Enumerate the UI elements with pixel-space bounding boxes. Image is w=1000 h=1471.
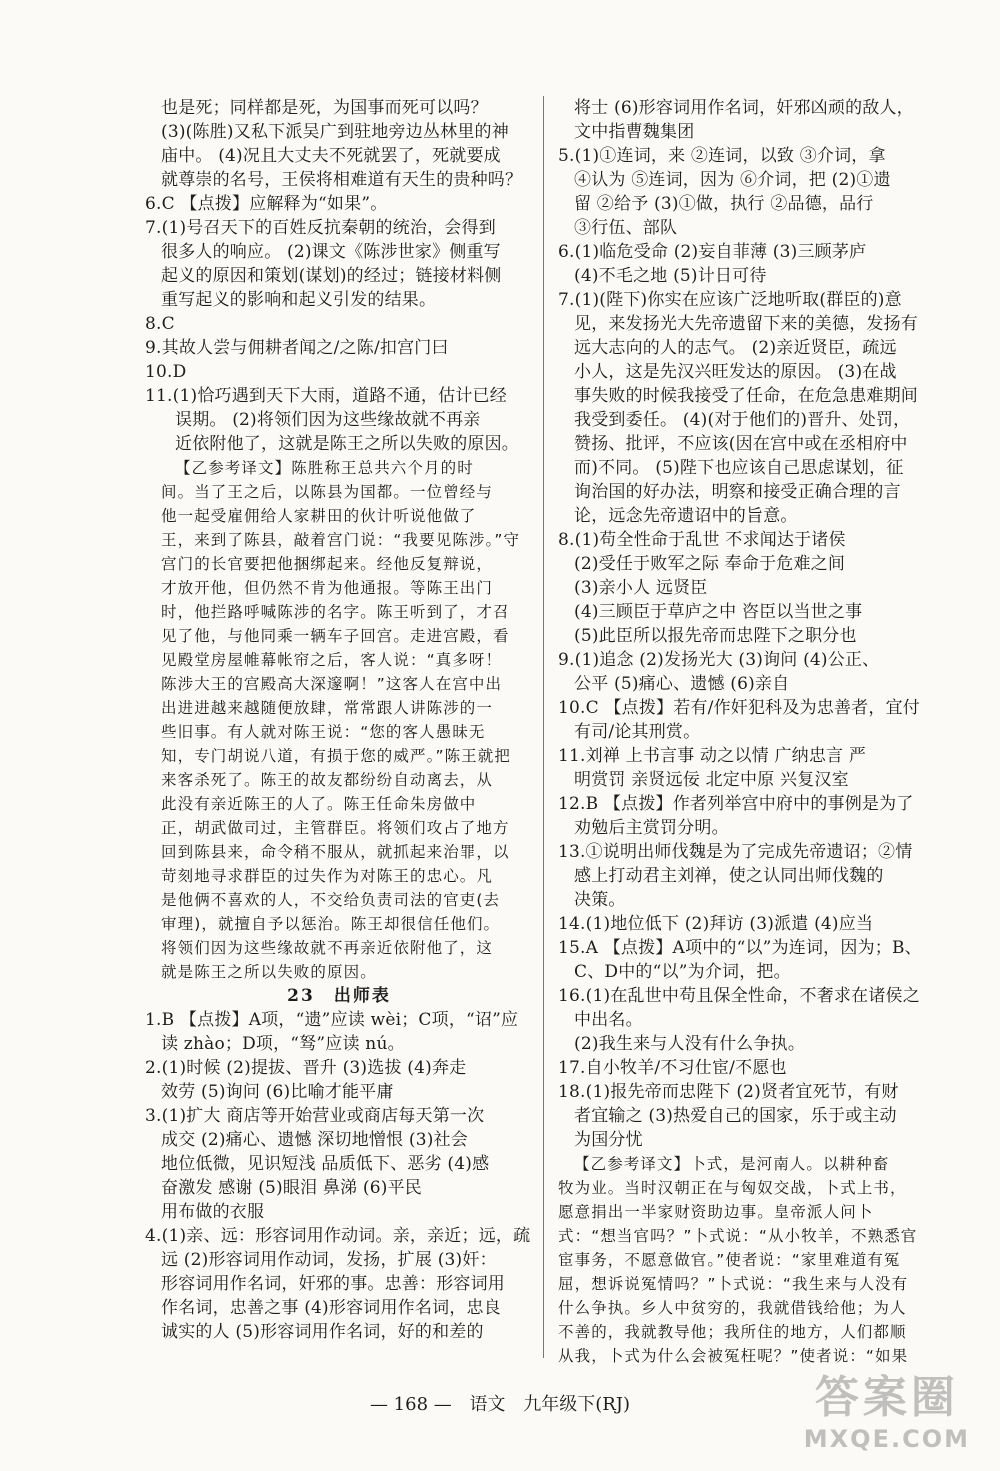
- text-line: 正，胡武做司过，主管群臣。将领们攻占了地方: [161, 819, 510, 837]
- text-line: 宦事务，不愿意做官。”使者说：“家里难道有冤: [558, 1251, 901, 1269]
- text-line: 不善的，我就教导他；我所住的地方，人们都顺: [558, 1323, 907, 1341]
- text-line: 18.(1)报先帝而忠陛下 (2)贤者宜死节，有财: [558, 1082, 899, 1102]
- text-line: 16.(1)在乱世中苟且保全性命，不奢求在诸侯之: [558, 986, 920, 1006]
- text-line: 赞扬、批评，不应该(因在宫中或在丞相府中: [574, 434, 908, 454]
- text-line: 有司/论其刑赏。: [574, 722, 701, 742]
- text-line: (3)亲小人 远贤臣: [574, 578, 708, 598]
- text-line: (2)我生来与人没有什么争执。: [574, 1034, 806, 1054]
- text-line: 近依附他了，这就是陈王之所以失败的原因。: [175, 434, 519, 454]
- text-line: 事失败的时候我接受了任命，在危急患难期间: [574, 386, 918, 406]
- text-line: 出进进越来越随便放肆，常常跟人讲陈涉的一: [161, 699, 494, 717]
- text-line: (4)三顾臣于草庐之中 咨臣以当世之事: [574, 602, 863, 622]
- text-line: 牧为业。当时汉朝正在与匈奴交战，卜式上书，: [558, 1179, 907, 1197]
- right-column: [558, 96, 946, 1368]
- text-line: 宫门的长官要把他捆绑起来。经他反复辩说，: [161, 555, 494, 573]
- text-line: 8.(1)苟全性命于乱世 不求闻达于诸侯: [558, 530, 846, 550]
- text-line: 诚实的人 (5)形容词用作名词，好的和差的: [161, 1322, 484, 1342]
- text-line: 12.B 【点拨】作者列举宫中府中的事例是为了: [558, 794, 914, 814]
- text-line: 决策。: [574, 890, 626, 910]
- text-line: 13.①说明出师伐魏是为了完成先帝遗诏；②情: [558, 842, 913, 862]
- text-line: 询治国的好办法，明察和接受正确合理的言: [574, 482, 901, 502]
- watermark-logo: [804, 1361, 970, 1453]
- text-line: 陈涉大王的宫殿高大深邃啊！”这客人在宫中出: [161, 675, 503, 693]
- text-line: 误期。 (2)将领们因为这些缘故就不再亲: [175, 410, 481, 430]
- text-line: 小人，这是先汉兴旺发达的原因。 (3)在战: [574, 362, 897, 382]
- text-line: 间。当了王之后，以陈县为国都。一位曾经与: [161, 483, 494, 501]
- text-line: 屈，想诉说冤情吗？”卜式说：“我生来与人没有: [558, 1275, 909, 1293]
- text-line: 11.(1)恰巧遇到天下大雨，道路不通，估计已经: [145, 386, 507, 406]
- text-line: 才放开他，但仍然不肯为他通报。等陈王出门: [161, 579, 494, 597]
- text-line: 17.自小牧羊/不习仕宦/不愿也: [558, 1058, 787, 1078]
- text-line: 地位低微，见识短浅 品质低下、恶劣 (4)感: [161, 1154, 490, 1174]
- text-line: 成交 (2)痛心、遗憾 深切地憎恨 (3)社会: [161, 1130, 468, 1150]
- text-line: 1.B 【点拨】A项，“遗”应读 wèi；C项，“诏”应: [145, 1010, 519, 1030]
- text-line: 我受到委任。 (4)(对于他们的)晋升、处罚，: [574, 410, 911, 430]
- text-line: 4.(1)亲、远：形容词用作动词。亲，亲近；远，疏: [145, 1226, 531, 1246]
- text-line: 2.(1)时候 (2)提拔、晋升 (3)选拔 (4)奔走: [145, 1058, 467, 1078]
- text-line: 知，专门胡说八道，有损于您的威严。”陈王就把: [161, 747, 511, 765]
- text-line: 起义的原因和策划(谋划)的经过；链接材料侧: [161, 266, 502, 286]
- text-line: 将领们因为这些缘故就不再亲近依附他了，这: [161, 939, 494, 957]
- text-line: 将士 (6)形容词用作名词，奸邪凶顽的敌人，: [574, 98, 914, 118]
- text-line: 5.(1)①连词，来 ②连词，以致 ③介词，拿: [558, 146, 886, 166]
- text-line: ③行伍、部队: [574, 218, 678, 238]
- text-line: 劝勉后主赏罚分明。: [574, 818, 729, 838]
- text-line: 庙中。 (4)况且大丈夫不死就罢了，死就要成: [161, 146, 501, 166]
- subject-label: 语文: [469, 1394, 506, 1415]
- text-line: 3.(1)扩大 商店等开始营业或商店每天第一次: [145, 1106, 485, 1126]
- text-line: 见了他，与他同乘一辆车子回宫。走进宫殿，看: [161, 627, 510, 645]
- page-number: — 168 —: [369, 1394, 452, 1415]
- column-divider: [543, 96, 544, 1358]
- text-line: 也是死；同样都是死，为国事而死可以吗？: [161, 98, 488, 118]
- text-line: 14.(1)地位低下 (2)拜访 (3)派遣 (4)应当: [558, 914, 874, 934]
- left-column: [145, 96, 533, 1344]
- text-line: (2)受任于败军之际 奉命于危难之间: [574, 554, 846, 574]
- text-line: 10.D: [145, 362, 187, 382]
- text-line: 中出名。: [574, 1010, 643, 1030]
- text-line: 些旧事。有人就对陈王说：“您的客人愚昧无: [161, 723, 486, 741]
- text-line: 见，来发扬光大先帝遗留下来的美德，发扬有: [574, 314, 918, 334]
- text-line: 6.C 【点拨】应解释为“如果”。: [145, 194, 388, 214]
- text-line: 8.C: [145, 314, 175, 334]
- text-line: 明赏罚 亲贤远佞 北定中原 兴复汉室: [574, 770, 849, 790]
- text-line: 远大志向的人的志气。 (2)亲近贤臣，疏远: [574, 338, 897, 358]
- watermark-url: MXQE.COM: [803, 1425, 970, 1453]
- text-line: 时，他拦路呼喊陈涉的名字。陈王听到了，才召: [161, 603, 510, 621]
- text-line: (4)不毛之地 (5)计日可待: [574, 266, 767, 286]
- text-line: 【乙参考译文】陈胜称王总共六个月的时: [175, 459, 474, 477]
- text-line: 就尊崇的名号，王侯将相难道有天生的贵种吗？: [161, 170, 523, 190]
- grade-label: 九年级下(RJ): [523, 1394, 631, 1415]
- text-line: 从我，卜式为什么会被冤枉呢？”使者说：“如果: [558, 1347, 909, 1365]
- text-line: 很多人的响应。 (2)课文《陈涉世家》侧重写: [161, 242, 501, 262]
- text-line: 论，远念先帝遗诏中的旨意。: [574, 506, 798, 526]
- text-line: 来客杀死了。陈王的故友都纷纷自动离去，从: [161, 771, 494, 789]
- watermark-title: 答案圈: [814, 1372, 959, 1423]
- text-line: 式：“想当官吗？”卜式说：“从小牧羊，不熟悉官: [558, 1227, 918, 1245]
- text-line: 者宜输之 (3)热爱自己的国家，乐于或主动: [574, 1106, 897, 1126]
- text-line: 远 (2)形容词用作动词，发扬，扩展 (3)奸：: [161, 1250, 497, 1270]
- text-line: 用布做的衣服: [161, 1202, 265, 1222]
- text-line: 效劳 (5)询问 (6)比喻才能平庸: [161, 1082, 394, 1102]
- text-line: ④认为 ⑤连词，因为 ⑥介词，把 (2)①遗: [574, 170, 891, 190]
- text-line: 6.(1)临危受命 (2)妄自菲薄 (3)三顾茅庐: [558, 242, 867, 262]
- text-line: 形容词用作名词，奸邪的事。忠善：形容词用: [161, 1274, 505, 1294]
- text-line: 为国分忧: [574, 1130, 643, 1150]
- text-line: 回到陈县来，命令稍不服从，就抓起来治罪，以: [161, 843, 510, 861]
- text-line: 7.(1)(陛下)你实在应该广泛地听取(群臣的)意: [558, 290, 902, 310]
- text-line: 他一起受雇佣给人家耕田的伙计听说他做了: [161, 507, 477, 525]
- text-line: 9.其故人尝与佣耕者闻之/之陈/扣宫门曰: [145, 338, 449, 358]
- text-line: 王，来到了陈县，敲着宫门说：“我要见陈涉。”守: [161, 531, 521, 549]
- text-line: 11.刘禅 上书言事 动之以情 广纳忠言 严: [558, 746, 867, 766]
- text-line: 重写起义的影响和起义引发的结果。: [161, 290, 437, 310]
- text-line: 10.C 【点拨】若有/作奸犯科及为忠善者，宜付: [558, 698, 920, 718]
- text-line: 公平 (5)痛心、遗憾 (6)亲自: [574, 674, 790, 694]
- text-line: 审理)，就擅自予以惩治。陈王却很信任他们。: [161, 915, 501, 933]
- text-line: 15.A 【点拨】A项中的“以”为连词，因为；B、: [558, 938, 922, 958]
- text-line: 苛刻地寻求群臣的过失作为对陈王的忠心。凡: [161, 867, 494, 885]
- text-line: C、D中的“以”为介词，把。: [574, 962, 791, 982]
- text-line: 读 zhào；D项，“驽”应读 nú。: [161, 1034, 405, 1054]
- text-line: 愿意捐出一半家财资助边事。皇帝派人问卜: [558, 1203, 874, 1221]
- text-line: 7.(1)号召天下的百姓反抗秦朝的统治，会得到: [145, 218, 496, 238]
- text-line: (5)此臣所以报先帝而忠陛下之职分也: [574, 626, 857, 646]
- text-line: 感上打动君主刘禅，使之认同出师伐魏的: [574, 866, 884, 886]
- text-line: 留 ②给予 (3)①做，执行 ②品德，品行: [574, 194, 874, 214]
- text-line: (3)(陈胜)又私下派吴广到驻地旁边丛林里的神: [161, 122, 509, 142]
- text-line: 是他俩不喜欢的人，不交给负责司法的官吏(去: [161, 891, 501, 909]
- text-line: 见殿堂房屋帷幕帐帘之后，客人说：“真多呀！: [161, 651, 503, 669]
- text-line: 什么争执。乡人中贫穷的，我就借钱给他；为人: [558, 1299, 907, 1317]
- text-line: 23 出师表: [287, 986, 391, 1006]
- text-line: 就是陈王之所以失败的原因。: [161, 963, 377, 981]
- text-line: 作名词，忠善之事 (4)形容词用作名词，忠良: [161, 1298, 501, 1318]
- text-line: 9.(1)追念 (2)发扬光大 (3)询问 (4)公正、: [558, 650, 880, 670]
- text-line: 文中指曹魏集团: [574, 122, 695, 142]
- text-line: 奋激发 感谢 (5)眼泪 鼻涕 (6)平民: [161, 1178, 422, 1198]
- text-line: 此没有亲近陈王的人了。陈王任命朱房做中: [161, 795, 477, 813]
- text-line: 【乙参考译文】卜式，是河南人。以耕种畜: [574, 1155, 890, 1173]
- text-line: 而)不同。 (5)陛下也应该自己思虑谋划，征: [574, 458, 904, 478]
